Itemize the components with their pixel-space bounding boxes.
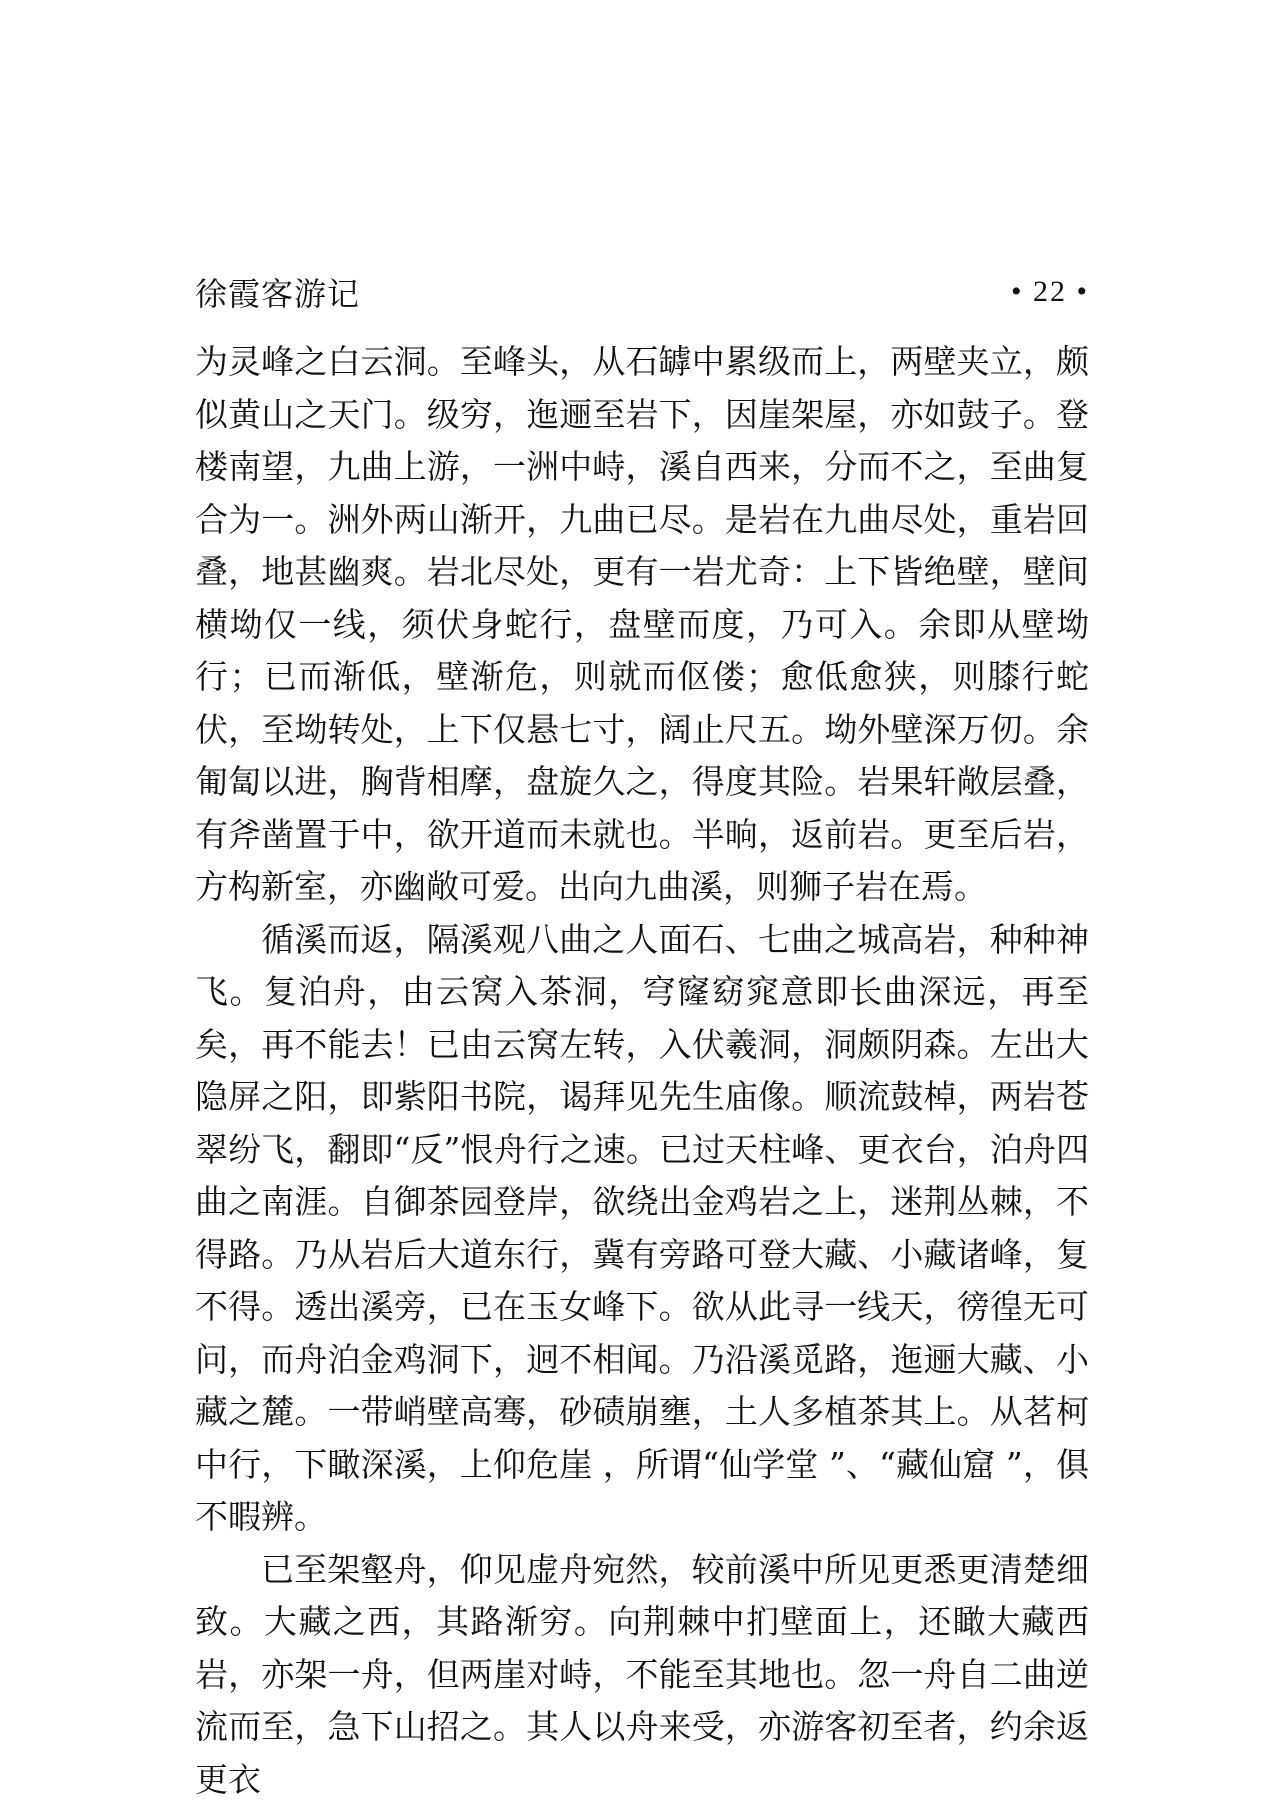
paragraph: 循溪而返，隔溪观八曲之人面石、七曲之城高岩，种种神飞。复泊舟，由云窝入茶洞，穹窿窈窕意即长曲深远，再至矣，再不能去！已由云窝左转，入伏羲洞，洞颇阴森。左出大隐屏之阳，即紫阳书院，谒拜见先生庙像。顺流鼓棹，两岩苍翠纷飞，翻即“反”恨舟行之速。已过天柱峰、更衣台，泊舟四曲之南涯。自御茶园登岸，欲绕出金鸡岩之上，迷荆丛棘，不得路。乃从岩后大道东行，冀有旁路可登大藏、小藏诸峰，复不得。透出溪旁，已在玉女峰下。欲从此寻一线天，徬徨无可问，而舟泊金鸡洞下，迥不相闻。乃沿溪觅路，迤逦大藏、小藏之麓。一带峭壁高骞，砂碛崩壅，土人多植茶其上。从茗柯中行，下瞰深溪，上仰危崖 ，所谓“仙学堂 ”、“藏仙窟 ”，俱不暇辨。 (195, 914, 1089, 1544)
running-header (195, 268, 1089, 316)
paragraph: 已至架壑舟，仰见虚舟宛然，较前溪中所见更悉更清楚细致。大藏之西，其路渐穷。向荆棘中扪壁面上，还瞰大藏西岩，亦架一舟，但两崖对峙，不能至其地也。忽一舟自二曲逆流而至，急下山招之。其人以舟来受，亦游客初至者，约余返更衣 (195, 1544, 1089, 1806)
book-title: 徐霞客游记 (195, 269, 360, 315)
page-number: • 22 • (1011, 275, 1089, 309)
body-text (195, 336, 1089, 1806)
paragraph: 为灵峰之白云洞。至峰头，从石罅中累级而上，两壁夹立，颇似黄山之天门。级穷，迤逦至岩下，因崖架屋，亦如鼓子。登楼南望，九曲上游，一洲中峙，溪自西来，分而不之，至曲复合为一。洲外两山渐开，九曲已尽。是岩在九曲尽处，重岩回叠，地甚幽爽。岩北尽处，更有一岩尤奇：上下皆绝壁，壁间横坳仅一线，须伏身蛇行，盘壁而度，乃可入。余即从壁坳行；已而渐低，壁渐危，则就而伛偻；愈低愈狭，则膝行蛇伏，至坳转处，上下仅悬七寸，阔止尺五。坳外壁深万仞。余匍匐以进，胸背相摩，盘旋久之，得度其险。岩果轩敞层叠，有斧凿置于中，欲开道而未就也。半晌，返前岩。更至后岩，方构新室，亦幽敞可爱。出向九曲溪，则狮子岩在焉。 (195, 336, 1089, 914)
book-page (195, 268, 1089, 1806)
